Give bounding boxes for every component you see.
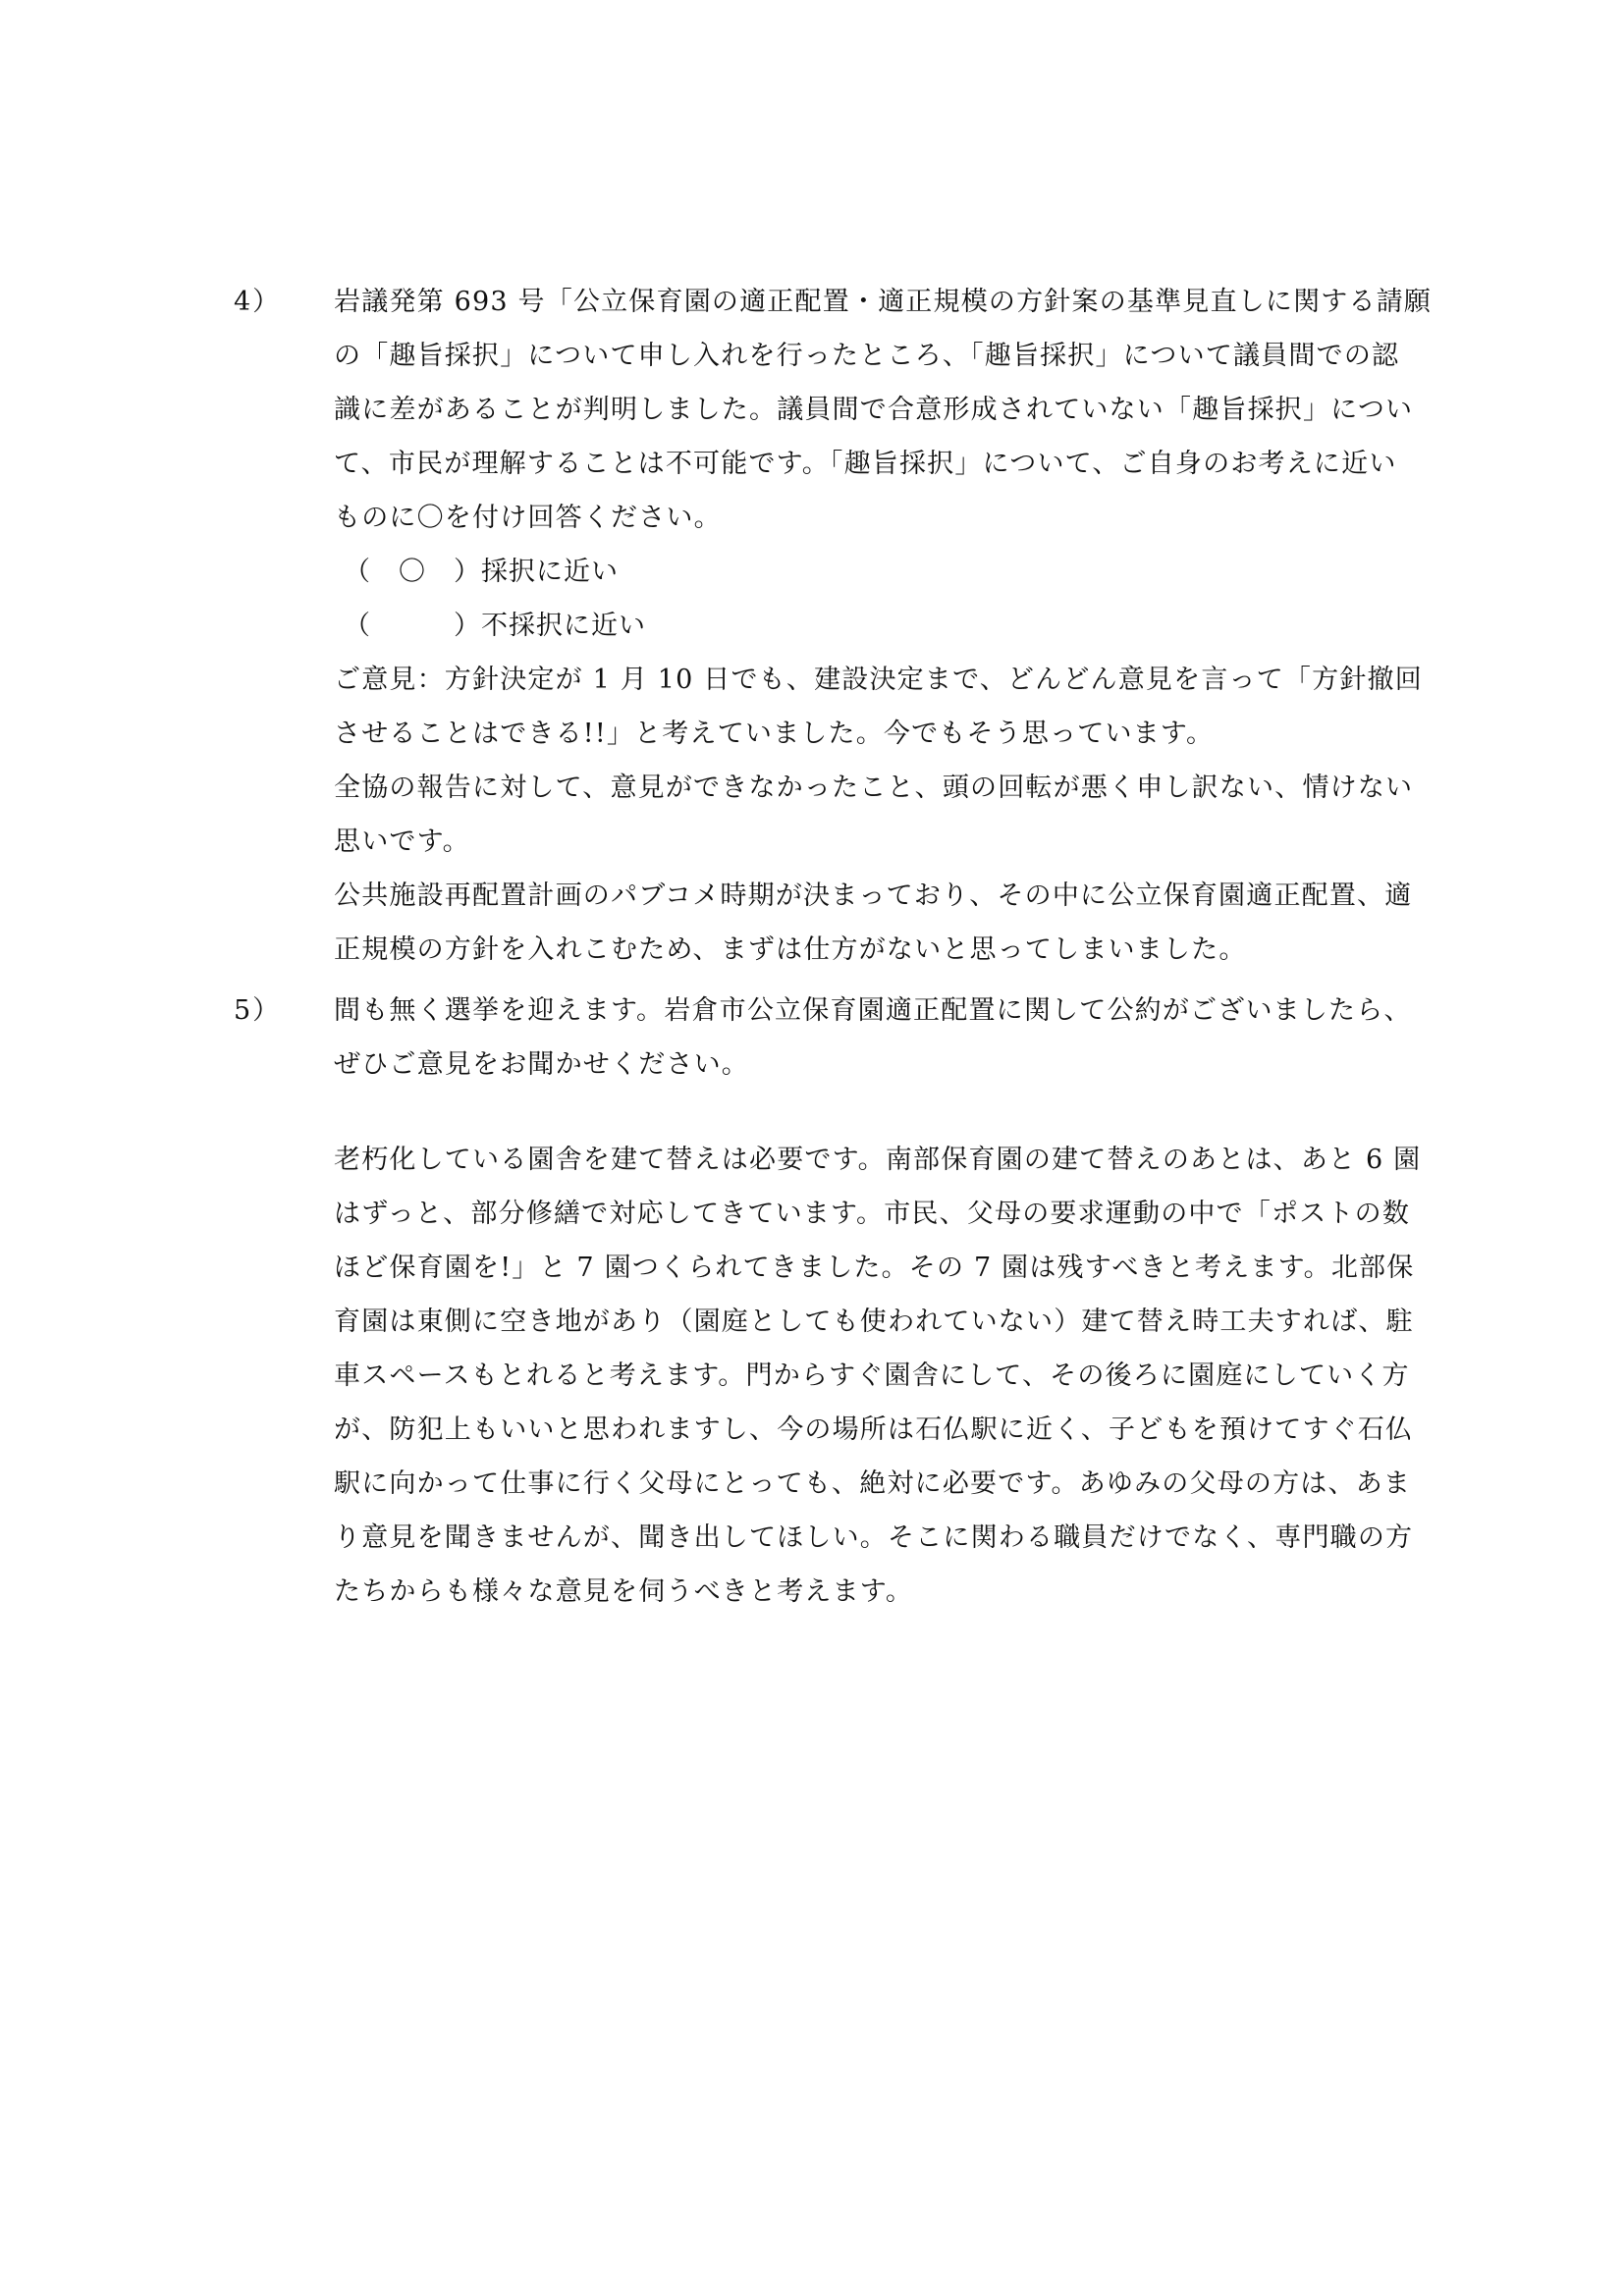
item-number: 4） (234, 287, 282, 317)
opinion-line: 全協の報告に対して、意見ができなかったこと、頭の回転が悪く申し訳ない、情けない (334, 773, 1414, 803)
question-line: 岩議発第 693 号「公立保育園の適正配置・適正規模の方針案の基準見直しに関する請願 (334, 287, 1433, 317)
answer-line: り意見を聞きませんが、聞き出してほしい。そこに関わる職員だけでなく、専門職の方 (334, 1522, 1414, 1553)
answer-line: はずっと、部分修繕で対応してきています。市民、父母の要求運動の中で「ポストの数 (334, 1199, 1411, 1229)
item-body (334, 984, 1412, 1092)
answer-line: が、防犯上もいいと思われますし、今の場所は石仏駅に近く、子どもを預けてすぐ石仏 (334, 1415, 1414, 1445)
answer-paragraph (334, 1133, 1422, 1619)
question-line: 識に差があることが判明しました。議員間で合意形成されていない「趣旨採択」につい (334, 395, 1414, 425)
item-body (334, 275, 1433, 977)
question-line: 間も無く選挙を迎えます。岩倉市公立保育園適正配置に関して公約がございましたら、 (334, 995, 1412, 1026)
answer-line: 駅に向かって仕事に行く父母にとっても、絶対に必要です。あゆみの父母の方は、あま (334, 1468, 1412, 1499)
question-text (334, 275, 1433, 545)
question-line: ぜひご意見をお聞かせください。 (334, 1049, 749, 1080)
answer-choices (334, 545, 1394, 653)
question-line: の「趣旨採択」について申し入れを行ったところ、「趣旨採択」について議員間での認 (334, 341, 1400, 371)
opinion-line: 思いです。 (334, 827, 470, 857)
opinion-line: させることはできる!!」と考えていました。今でもそう思っています。 (334, 719, 1215, 749)
opinion-line: 公共施設再配置計画のパブコメ時期が決まっており、その中に公立保育園適正配置、適 (334, 881, 1413, 911)
question-line: て、市民が理解することは不可能です。「趣旨採択」について、ご自身のお考えに近い (334, 449, 1397, 479)
item-number: 5） (234, 995, 282, 1026)
opinion-line: ご意見：方針決定が 1 月 10 日でも、建設決定まで、どんどん意見を言って「方針撤回 (334, 665, 1423, 695)
answer-line: ほど保育園を!」と 7 園つくられてきました。その 7 園は残すべきと考えます。北部保 (334, 1253, 1415, 1283)
answer-line: たちからも様々な意見を伺うべきと考えます。 (334, 1576, 914, 1607)
choice-not-adopt: （ ）不採択に近い (344, 611, 646, 641)
choice-adopt: （ 〇 ）採択に近い (344, 557, 619, 587)
answer-line: 老朽化している園舎を建て替えは必要です。南部保育園の建て替えのあとは、あと 6 園 (334, 1145, 1422, 1175)
opinion-line: 正規模の方針を入れこむため、まずは仕方がないと思ってしまいました。 (334, 934, 1247, 965)
opinion-text (334, 653, 1423, 977)
question-line: ものに〇を付け回答ください。 (334, 503, 722, 533)
answer-line: 車スペースもとれると考えます。門からすぐ園舎にして、その後ろに園庭にしていく方 (334, 1361, 1410, 1391)
answer-line: 育園は東側に空き地があり（園庭としても使われていない）建て替え時工夫すれば、駐 (334, 1307, 1414, 1337)
